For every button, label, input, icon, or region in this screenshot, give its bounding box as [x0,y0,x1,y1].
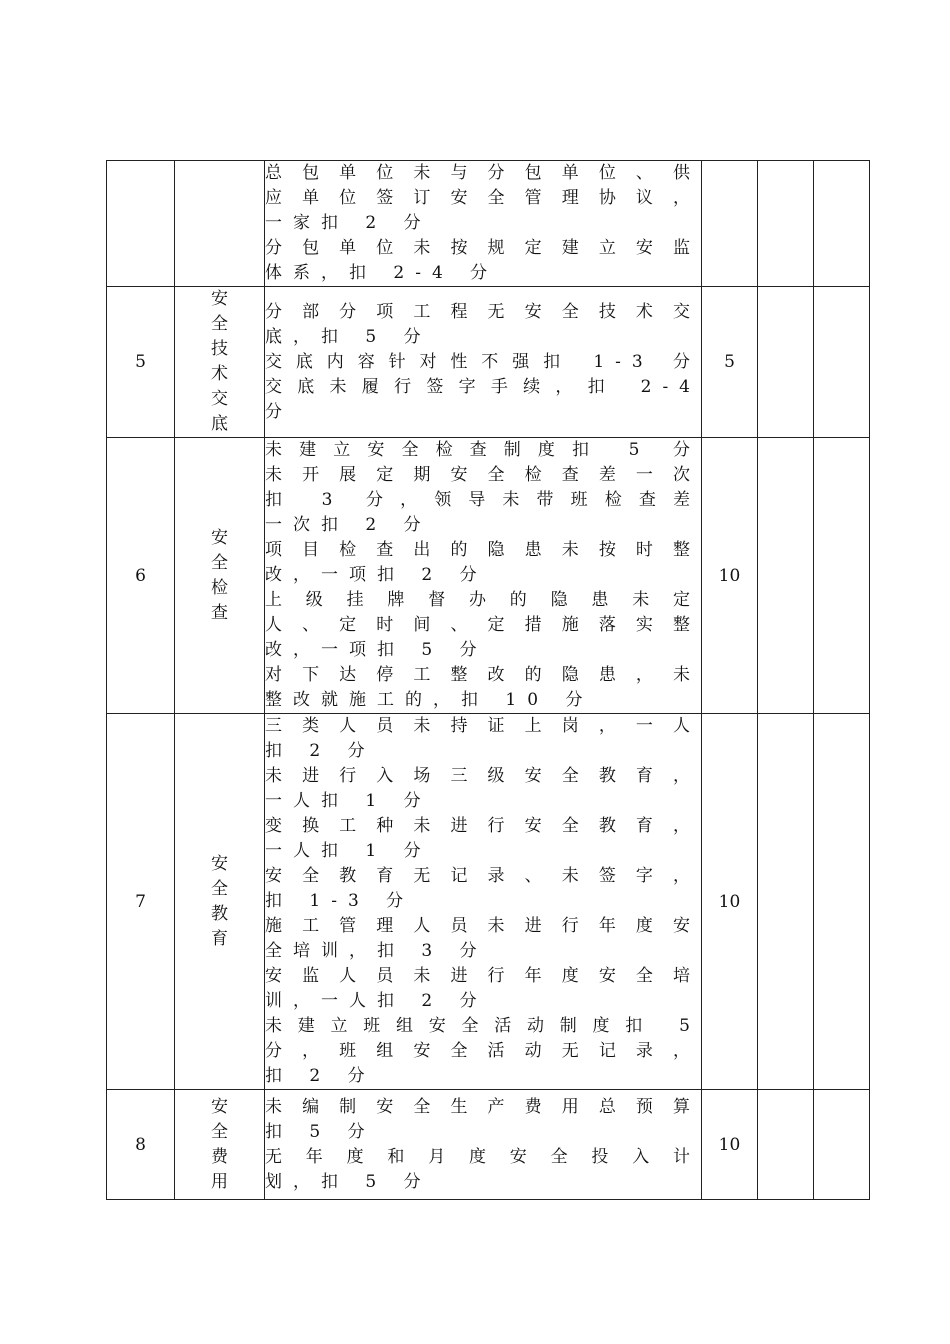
criteria-line: 对下达停工整改的隐患，未 [265,665,701,685]
criteria-line: 划，扣 5 分 [265,1171,432,1192]
criteria-line: 底，扣 5 分 [265,326,432,347]
standard-score: 10 [702,1090,758,1200]
deduction-cell[interactable] [758,714,814,1090]
row-number [107,161,175,287]
row-number: 5 [107,287,175,438]
table-row [107,287,870,438]
criteria-line: 改，一项扣 5 分 [265,640,488,660]
actual-score-cell[interactable] [814,161,870,287]
criteria-line: 未开展定期安全检查差一次 [265,465,701,485]
deduction-cell[interactable] [758,1090,814,1200]
criteria-line: 交底未履行签字手续，扣 2-4 [265,376,701,397]
standard-score [702,161,758,287]
standard-score: 10 [702,438,758,714]
criteria-line: 扣 2 分 [265,1066,376,1086]
standard-score: 10 [702,714,758,1090]
actual-score-cell[interactable] [814,287,870,438]
criteria-line: 三类人员未持证上岗，一人 [265,716,701,736]
criteria-line: 扣 1-3 分 [265,891,415,911]
row-number: 7 [107,714,175,1090]
criteria-line: 一人扣 1 分 [265,791,432,811]
deduction-criteria [265,438,702,714]
criteria-line: 变换工种未进行安全教育， [265,816,701,836]
criteria-line: 分部分项工程无安全技术交 [265,301,701,322]
criteria-line: 交底内容针对性不强扣 1-3 分 [265,351,701,372]
criteria-line: 无年度和月度安全投入计 [265,1146,701,1167]
criteria-line: 一人扣 1 分 [265,841,432,861]
criteria-line: 未编制安全生产费用总预算 [265,1096,701,1117]
actual-score-cell[interactable] [814,438,870,714]
deduction-criteria [265,161,702,287]
item-name: 安全检查 [211,527,228,623]
criteria-line: 安监人员未进行年度安全培 [265,966,701,986]
item-name-cell [175,161,265,287]
actual-score-cell[interactable] [814,1090,870,1200]
criteria-line: 改，一项扣 2 分 [265,565,488,585]
criteria-line: 总包单位未与分包单位、供 [265,163,701,183]
item-name-cell [175,438,265,714]
item-name: 安全教育 [211,853,228,949]
table-row [107,438,870,714]
deduction-cell[interactable] [758,438,814,714]
criteria-line: 分 [265,401,293,422]
item-name-cell [175,287,265,438]
criteria-line: 扣 5 分 [265,1121,376,1142]
criteria-line: 全培训，扣 3 分 [265,941,488,961]
table-body [107,161,870,1200]
criteria-line: 分，班组安全活动无记录， [265,1041,701,1061]
criteria-line: 整改就施工的，扣 10 分 [265,690,594,710]
scoring-table [106,160,870,1200]
row-number: 6 [107,438,175,714]
criteria-line: 扣 3 分，领导未带班检查差 [265,490,701,510]
criteria-line: 应单位签订安全管理协议， [265,188,701,208]
criteria-line: 分包单位未按规定建立安监 [265,238,701,258]
deduction-cell[interactable] [758,161,814,287]
criteria-line: 未建立班组安全活动制度扣 5 [265,1016,701,1036]
criteria-line: 扣 2 分 [265,741,376,761]
deduction-criteria [265,287,702,438]
criteria-line: 一家扣 2 分 [265,213,432,233]
criteria-line: 安全教育无记录、未签字， [265,866,701,886]
item-name-cell [175,714,265,1090]
item-name: 安全技术交底 [211,289,228,434]
item-name-cell [175,1090,265,1200]
criteria-line: 人、定时间、定措施落实整 [265,615,701,635]
table-row [107,161,870,287]
deduction-criteria [265,714,702,1090]
deduction-criteria [265,1090,702,1200]
table-row [107,714,870,1090]
criteria-line: 施工管理人员未进行年度安 [265,916,701,936]
criteria-line: 未建立安全检查制度扣 5 分 [265,440,701,460]
standard-score: 5 [702,287,758,438]
deduction-cell[interactable] [758,287,814,438]
criteria-line: 项目检查出的隐患未按时整 [265,540,701,560]
actual-score-cell[interactable] [814,714,870,1090]
criteria-line: 未进行入场三级安全教育， [265,766,701,786]
table-row [107,1090,870,1200]
criteria-line: 体系，扣 2-4 分 [265,263,499,283]
criteria-line: 上级挂牌督办的隐患未定 [265,590,701,610]
item-name: 安全费用 [211,1096,228,1192]
criteria-line: 训，一人扣 2 分 [265,991,488,1011]
row-number: 8 [107,1090,175,1200]
criteria-line: 一次扣 2 分 [265,515,432,535]
